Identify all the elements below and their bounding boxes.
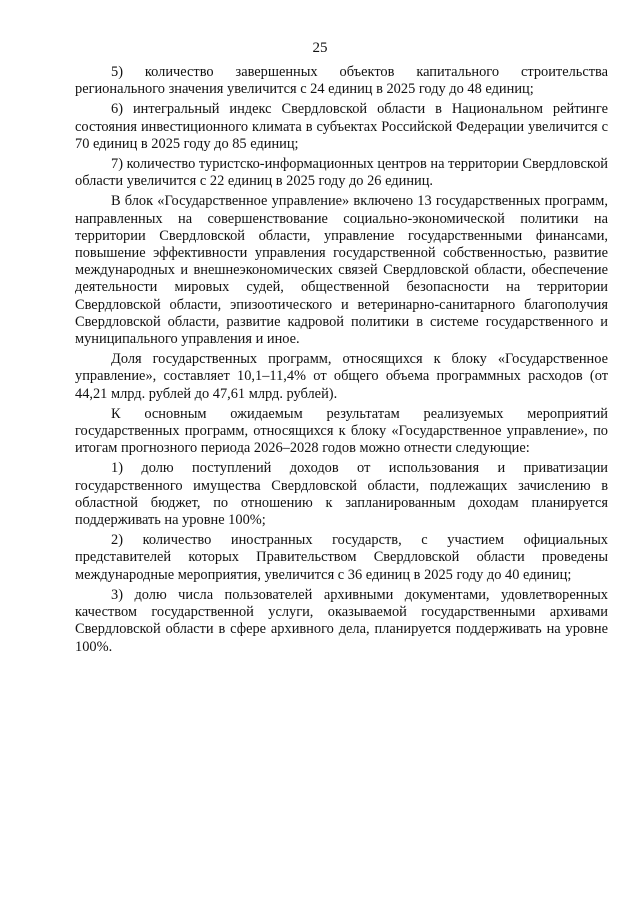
paragraph-result-3: 3) долю числа пользователей архивными документами, удовлетворенных качеством государственной услуги, оказываемой государственными архивами Свердловской области в сфере архивного дела, планируется поддерживать на уровне 100%. xyxy=(75,586,608,655)
paragraph-result-2: 2) количество иностранных государств, с участием официальных представителей которых Правительством Свердловской области проведены международные мероприятия, увеличится с 36 единиц в 2025 году до 40 единиц; xyxy=(75,532,608,583)
paragraph-item-6: 6) интегральный индекс Свердловской области в Национальном рейтинге состояния инвестиционного климата в субъектах Российской Федерации увеличится с 70 единиц в 2025 году до 85 единиц; xyxy=(75,101,608,152)
paragraph-item-5: 5) количество завершенных объектов капитального строительства регионального значения увеличится с 24 единиц в 2025 году до 48 единиц; xyxy=(75,64,608,98)
document-body xyxy=(75,64,608,659)
paragraph-program-share: Доля государственных программ, относящихся к блоку «Государственное управление», составляет 10,1–11,4% от общего объема программных расходов (от 44,21 млрд. рублей до 47,61 млрд. рублей). xyxy=(75,351,608,402)
page-number: 25 xyxy=(312,40,328,56)
paragraph-government-block: В блок «Государственное управление» включено 13 государственных программ, направленных на совершенствование социально-экономической политики на территории Свердловской области, управление государственными финансами, повышение эффективности управления государственной собственностью, развитие международных и внешнеэкономических связей Свердловской области, обеспечение деятельности мировых судей, общественной безопасности на территории Свердловской области, эпизоотического и ветеринарно-санитарного благополучия Свердловской области, развитие кадровой политики в системе государственного и муниципального управления и иное. xyxy=(75,193,608,348)
paragraph-result-1: 1) долю поступлений доходов от использования и приватизации государственного имущества Свердловской области, подлежащих зачислению в областной бюджет, по отношению к запланированным доходам планируется поддерживать на уровне 100%; xyxy=(75,460,608,529)
paragraph-expected-results: К основным ожидаемым результатам реализуемых мероприятий государственных программ, относящихся к блоку «Государственное управление», по итогам прогнозного периода 2026–2028 годов можно отнести следующие: xyxy=(75,405,608,457)
paragraph-item-7: 7) количество туристско-информационных центров на территории Свердловской области увеличится с 22 единиц в 2025 году до 26 единиц. xyxy=(75,156,608,190)
